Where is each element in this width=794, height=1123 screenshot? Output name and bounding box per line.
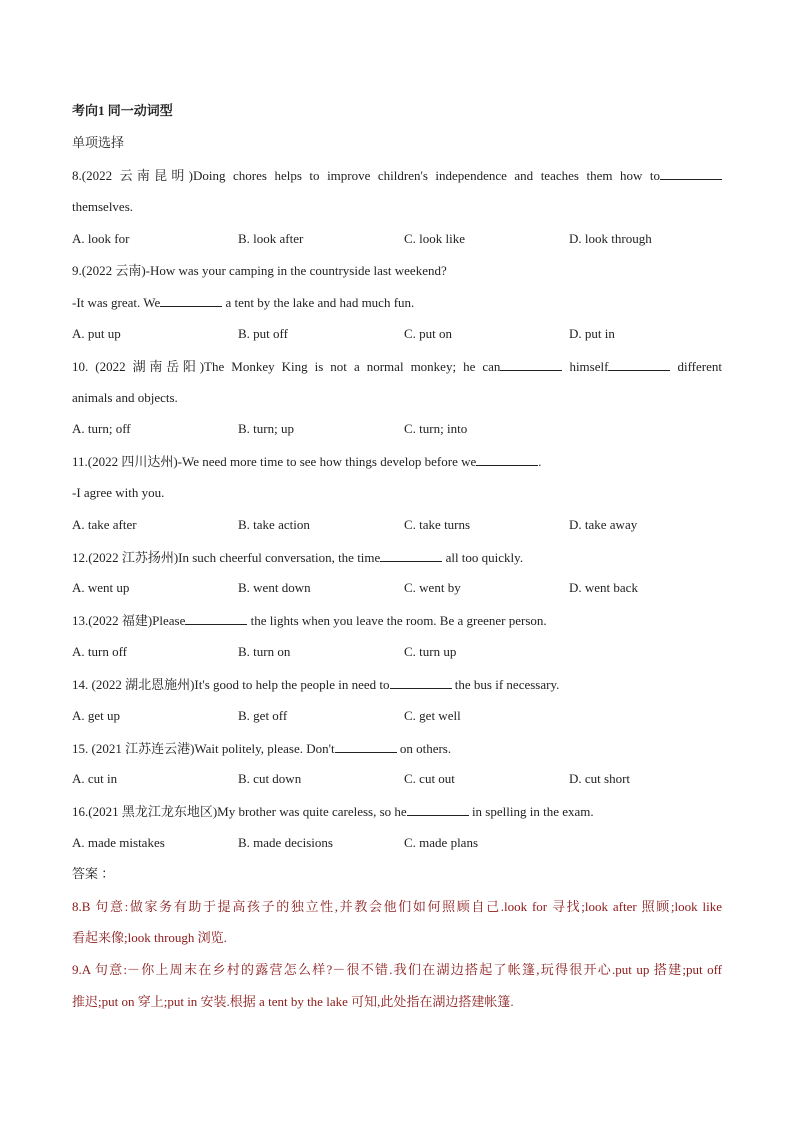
question-10-line2: animals and objects. [72,390,178,405]
question-8-line1: 8.(2022 云南昆明)Doing chores helps to improve children's independence and teaches them how to [72,167,722,184]
question-9-line2: -It was great. We a tent by the lake and had much fun. [72,295,415,310]
question-11-line1: 11.(2022 四川达州)-We need more time to see how things develop before we . [72,454,542,469]
option: B. turn; up [238,421,294,436]
option: C. went by [404,580,461,595]
question-11-line2: -I agree with you. [72,485,165,500]
option: B. turn on [238,644,291,659]
option: B. take action [238,517,310,532]
question-8-line2: themselves. [72,199,134,214]
option: C. turn; into [404,421,468,436]
answer-blank [160,294,222,307]
answer-blank [335,740,397,753]
answer-blank [660,167,722,180]
answer-blank [185,612,247,625]
option: A. get up [72,708,121,723]
answers-label: 答案 ： [72,866,115,881]
subsection-title: 单项选择 [72,135,125,150]
option: C. made plans [404,835,479,850]
question-13: 13.(2022 福建)Please the lights when you leave the room. Be a greener person. [72,613,547,628]
option: C. get well [404,708,461,723]
answer-8-line2: 看起来像;look through 浏览. [72,930,227,945]
option: B. cut down [238,771,302,786]
answer-blank [390,676,452,689]
option: C. put on [404,326,453,341]
option: A. cut in [72,771,118,786]
question-10-line1: 10. (2022 湖南岳阳)The Monkey King is not a normal monkey; he can himself different [72,359,722,374]
option: C. turn up [404,644,457,659]
option: D. look through [569,231,652,246]
option: B. get off [238,708,288,723]
option: B. made decisions [238,835,333,850]
option: A. put up [72,326,121,341]
answer-blank [476,453,538,466]
answer-9-line2: 推迟;put on 穿上;put in 安装.根据 a tent by the lake 可知,此处指在湖边搭建帐篷. [72,994,514,1009]
option: B. look after [238,231,304,246]
answer-blank [608,358,670,371]
option: D. put in [569,326,615,341]
question-16: 16.(2021 黑龙江龙东地区)My brother was quite careless, so he in spelling in the exam. [72,804,594,819]
option: D. take away [569,517,638,532]
option: D. cut short [569,771,631,786]
question-12: 12.(2022 江苏扬州)In such cheerful conversation, the time all too quickly. [72,550,524,565]
option: A. turn off [72,644,128,659]
option: D. went back [569,580,638,595]
answer-9-line1: 9.A 句意:－你上周末在乡村的露营怎么样?－很不错.我们在湖边搭起了帐篷,玩得很开心.put up 搭建;put off [72,962,722,977]
option: C. look like [404,231,466,246]
question-9-line1: 9.(2022 云南)-How was your camping in the countryside last weekend? [72,263,447,278]
option: A. went up [72,580,130,595]
answer-blank [407,803,469,816]
option: A. made mistakes [72,835,165,850]
answer-8-line1: 8.B 句意:做家务有助于提高孩子的独立性,并教会他们如何照顾自己.look for 寻找;look after 照顾;look like [72,899,722,914]
option: C. cut out [404,771,455,786]
option: B. put off [238,326,288,341]
section-title: 考向1 同一动词型 [72,103,173,118]
option: B. went down [238,580,311,595]
answer-blank [500,358,562,371]
option: A. look for [72,231,130,246]
option: A. turn; off [72,421,131,436]
answer-blank [380,549,442,562]
option: A. take after [72,517,137,532]
question-15: 15. (2021 江苏连云港)Wait politely, please. Don't on others. [72,741,452,756]
option: C. take turns [404,517,471,532]
question-14: 14. (2022 湖北恩施州)It's good to help the people in need to the bus if necessary. [72,677,560,692]
